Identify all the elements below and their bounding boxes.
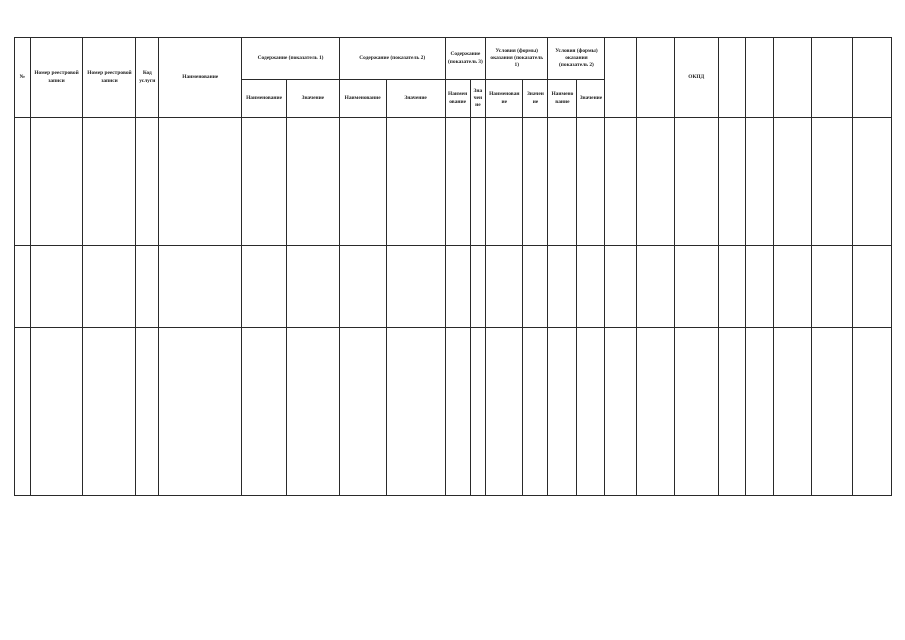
- cell-extra: [605, 328, 636, 496]
- cell-conditions1-name: [486, 328, 523, 496]
- cell-extra: [605, 246, 636, 328]
- table-row: [15, 328, 892, 496]
- header-num: №: [15, 38, 31, 118]
- cell-content3-value: [470, 328, 486, 496]
- subheader-content1-value: Значение: [286, 80, 339, 118]
- cell-content1-value: [286, 328, 339, 496]
- header-content-2: Содержание (показатель 2): [339, 38, 445, 80]
- header-content-1: Содержание (показатель 1): [242, 38, 340, 80]
- header-service-name: Наименование: [159, 38, 242, 118]
- cell-period: [636, 246, 674, 328]
- header-reg-number: Номер реестровой записи: [30, 38, 83, 118]
- cell-content3-name: [445, 328, 470, 496]
- cell-service-code: [136, 118, 159, 246]
- cell-content2-name: [339, 246, 386, 328]
- cell-num: [15, 246, 31, 328]
- cell-conditions2-name: [548, 328, 577, 496]
- header-category: [773, 38, 811, 118]
- cell-regional-number: [83, 246, 136, 328]
- subheader-content2-value: Значение: [386, 80, 445, 118]
- subheader-content2-name: Наименование: [339, 80, 386, 118]
- cell-regional-number: [83, 118, 136, 246]
- cell-content2-value: [386, 246, 445, 328]
- cell-content2-name: [339, 328, 386, 496]
- cell-conditions1-name: [486, 118, 523, 246]
- cell-conditions2-name: [548, 246, 577, 328]
- registry-table: [14, 37, 892, 496]
- cell-category: [773, 246, 811, 328]
- header-kind: [718, 38, 745, 118]
- cell-service-code: [136, 246, 159, 328]
- header-conditions-1: Условия (формы) оказания (показатель 1): [486, 38, 548, 80]
- header-ved: [745, 38, 773, 118]
- cell-ved: [745, 328, 773, 496]
- cell-period: [636, 328, 674, 496]
- cell-service-name: [159, 118, 242, 246]
- cell-num: [15, 328, 31, 496]
- cell-conditions2-name: [548, 118, 577, 246]
- cell-content1-name: [242, 246, 287, 328]
- header-row-main: [15, 38, 892, 80]
- cell-reg-number: [30, 246, 83, 328]
- registry-sheet: [14, 37, 892, 496]
- cell-num: [15, 118, 31, 246]
- header-volume: [853, 38, 892, 118]
- cell-quality: [811, 328, 853, 496]
- cell-content2-name: [339, 118, 386, 246]
- cell-quality: [811, 118, 853, 246]
- subheader-conditions2-name: Наименование: [548, 80, 577, 118]
- cell-ved: [745, 118, 773, 246]
- cell-content2-value: [386, 328, 445, 496]
- cell-volume: [853, 246, 892, 328]
- cell-quality: [811, 246, 853, 328]
- table-row: [15, 246, 892, 328]
- cell-extra: [605, 118, 636, 246]
- cell-reg-number: [30, 118, 83, 246]
- header-conditions-2: Условия (формы) оказания (показатель 2): [548, 38, 605, 80]
- header-quality: [811, 38, 853, 118]
- cell-content2-value: [386, 118, 445, 246]
- cell-conditions1-name: [486, 246, 523, 328]
- cell-okpd: [674, 328, 718, 496]
- cell-content1-value: [286, 246, 339, 328]
- cell-content1-name: [242, 118, 287, 246]
- subheader-content3-value: Значение: [470, 80, 486, 118]
- cell-period: [636, 118, 674, 246]
- cell-kind: [718, 246, 745, 328]
- cell-conditions1-value: [523, 118, 548, 246]
- cell-service-code: [136, 328, 159, 496]
- subheader-content1-name: Наименование: [242, 80, 287, 118]
- cell-conditions1-value: [523, 246, 548, 328]
- cell-service-name: [159, 246, 242, 328]
- cell-kind: [718, 118, 745, 246]
- cell-regional-number: [83, 328, 136, 496]
- cell-content1-name: [242, 328, 287, 496]
- cell-content1-value: [286, 118, 339, 246]
- cell-okpd: [674, 118, 718, 246]
- subheader-conditions1-name: Наименование: [486, 80, 523, 118]
- cell-volume: [853, 328, 892, 496]
- cell-okpd: [674, 246, 718, 328]
- cell-category: [773, 118, 811, 246]
- cell-content3-value: [470, 118, 486, 246]
- cell-conditions2-value: [577, 118, 605, 246]
- cell-content3-name: [445, 118, 470, 246]
- subheader-conditions2-value: Значение: [577, 80, 605, 118]
- subheader-content3-name: Наименование: [445, 80, 470, 118]
- header-content-3: Содержание (показатель 3): [445, 38, 485, 80]
- cell-service-name: [159, 328, 242, 496]
- cell-content3-value: [470, 246, 486, 328]
- cell-ved: [745, 246, 773, 328]
- cell-conditions1-value: [523, 328, 548, 496]
- header-regional-number: Номер реестровой записи: [83, 38, 136, 118]
- cell-content3-name: [445, 246, 470, 328]
- cell-volume: [853, 118, 892, 246]
- cell-reg-number: [30, 328, 83, 496]
- cell-conditions2-value: [577, 246, 605, 328]
- cell-conditions2-value: [577, 328, 605, 496]
- header-extra: [605, 38, 636, 118]
- header-service-code: Код услуги: [136, 38, 159, 118]
- table-row: [15, 118, 892, 246]
- header-okpd: ОКПД: [674, 38, 718, 118]
- subheader-conditions1-value: Значение: [523, 80, 548, 118]
- cell-category: [773, 328, 811, 496]
- header-period: [636, 38, 674, 118]
- cell-kind: [718, 328, 745, 496]
